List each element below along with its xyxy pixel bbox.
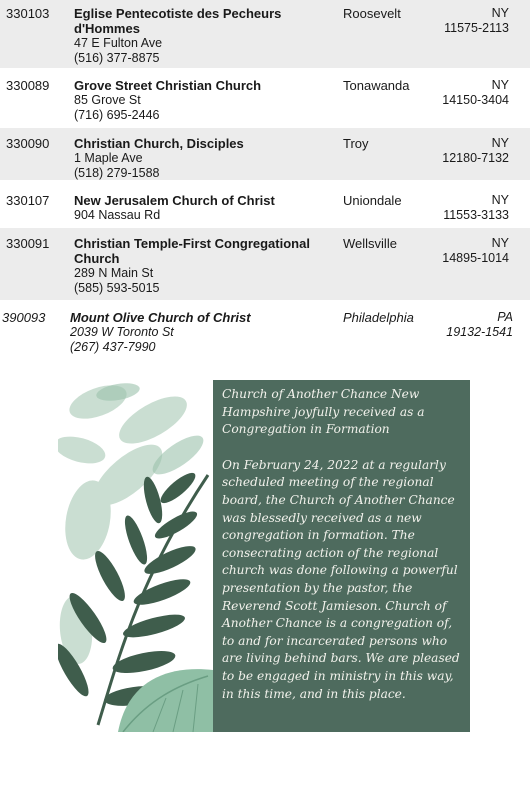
church-address: 289 N Main St xyxy=(74,266,154,280)
church-state-zip xyxy=(446,310,513,340)
table-row xyxy=(0,72,530,124)
church-city: Wellsville xyxy=(343,236,397,251)
church-zip: 14150-3404 xyxy=(442,93,509,107)
church-id: 390093 xyxy=(2,310,46,325)
church-state-zip xyxy=(442,78,509,108)
church-info xyxy=(74,6,332,66)
church-zip: 12180-7132 xyxy=(442,151,509,165)
church-state-zip xyxy=(442,136,509,166)
church-info xyxy=(74,193,332,223)
church-state: NY xyxy=(491,136,509,150)
church-id: 330090 xyxy=(6,136,50,151)
church-address: 2039 W Toronto St xyxy=(70,325,174,339)
table-row xyxy=(0,302,530,358)
church-address: 904 Nassau Rd xyxy=(74,208,161,222)
church-zip: 11575-2113 xyxy=(444,21,509,35)
church-name: Eglise Pentecotiste des Pecheurs d'Hommes xyxy=(74,6,282,36)
church-id: 330107 xyxy=(6,193,50,208)
announcement-heading: Church of Another Chance New Hampshire joyfully received as a Congregation in Formation xyxy=(222,387,425,437)
leaf-icon xyxy=(58,380,213,732)
church-address: 47 E Fulton Ave xyxy=(74,36,163,50)
church-city: Uniondale xyxy=(343,193,402,208)
church-name: New Jerusalem Church of Christ xyxy=(74,193,275,208)
church-state: NY xyxy=(491,236,509,250)
table-row xyxy=(0,186,530,226)
church-name: Christian Church, Disciples xyxy=(74,136,244,151)
church-city: Tonawanda xyxy=(343,78,410,93)
church-name: Grove Street Christian Church xyxy=(74,78,262,93)
church-city: Philadelphia xyxy=(343,310,414,325)
announcement-body: On February 24, 2022 at a regularly scheduled meeting of the regional board, the Church of Another Chance was blessedly received as a new congregation in formation. The consecrating action of the regional church was done following a powerful presentation by the pastor, the Reverend Scott Jamieson. Church of Another Chance is a congregation of, to and for incarcerated persons who are living behind bars. We are pleased to be engaged in ministry in this way, in this time, and in this place. xyxy=(222,457,460,701)
church-name: Mount Olive Church of Christ xyxy=(70,310,251,325)
church-zip: 11553-3133 xyxy=(443,208,509,222)
church-address: 85 Grove St xyxy=(74,93,141,107)
church-state: NY xyxy=(491,6,509,20)
announcement-panel xyxy=(213,380,470,732)
church-phone: (267) 437-7990 xyxy=(70,340,156,354)
church-phone: (516) 377-8875 xyxy=(74,51,160,65)
church-city: Roosevelt xyxy=(343,6,401,21)
church-info xyxy=(74,136,332,181)
church-phone: (585) 593-5015 xyxy=(74,281,160,295)
church-name: Christian Temple-First Congregational Church xyxy=(74,236,310,266)
church-state-zip xyxy=(444,6,509,36)
church-info xyxy=(74,78,332,123)
church-zip: 14895-1014 xyxy=(442,251,509,265)
church-phone: (518) 279-1588 xyxy=(74,166,160,180)
church-address: 1 Maple Ave xyxy=(74,151,143,165)
church-phone: (716) 695-2446 xyxy=(74,108,160,122)
church-state: PA xyxy=(497,310,513,324)
spacer xyxy=(222,439,462,457)
church-id: 330089 xyxy=(6,78,50,93)
church-state-zip xyxy=(443,193,509,223)
church-state: NY xyxy=(491,78,509,92)
leaf-illustration xyxy=(58,380,213,732)
church-info xyxy=(74,236,332,296)
church-city: Troy xyxy=(343,136,369,151)
church-info xyxy=(70,310,328,355)
church-state-zip xyxy=(442,236,509,266)
table-row xyxy=(0,228,530,300)
table-row xyxy=(0,0,530,68)
table-row xyxy=(0,128,530,180)
church-id: 330091 xyxy=(6,236,50,251)
church-state: NY xyxy=(491,193,509,207)
church-zip: 19132-1541 xyxy=(446,325,513,339)
church-id: 330103 xyxy=(6,6,50,21)
